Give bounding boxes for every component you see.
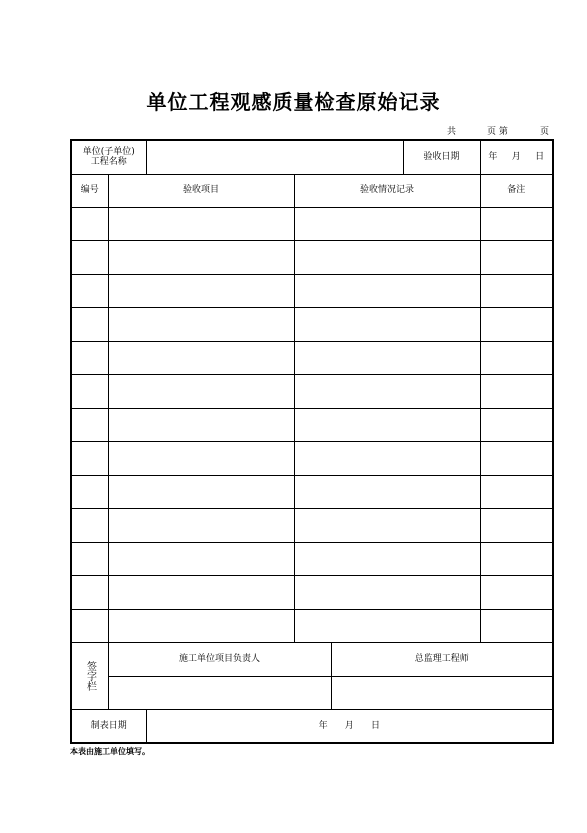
number-cell[interactable] <box>71 542 108 575</box>
record-cell[interactable] <box>294 341 480 374</box>
number-cell[interactable] <box>71 307 108 341</box>
chief-supervisor-signature-field[interactable] <box>331 676 553 709</box>
table-row <box>71 575 553 609</box>
record-cell[interactable] <box>294 307 480 341</box>
number-cell[interactable] <box>71 207 108 240</box>
remark-cell[interactable] <box>480 575 553 609</box>
remark-cell[interactable] <box>480 341 553 374</box>
record-cell[interactable] <box>294 408 480 441</box>
number-cell[interactable] <box>71 274 108 307</box>
remark-cell[interactable] <box>480 475 553 508</box>
item-cell[interactable] <box>108 207 294 240</box>
project-info-row <box>71 140 553 174</box>
table-row <box>71 508 553 542</box>
item-cell[interactable] <box>108 575 294 609</box>
record-cell[interactable] <box>294 274 480 307</box>
column-header-number: 编号 <box>71 174 108 207</box>
item-cell[interactable] <box>108 475 294 508</box>
record-cell[interactable] <box>294 207 480 240</box>
table-row <box>71 341 553 374</box>
prepared-date-field[interactable] <box>146 709 553 743</box>
signature-column-label: 签字栏 <box>84 660 96 691</box>
page-suffix-label: 页 <box>540 127 550 137</box>
remark-cell[interactable] <box>480 441 553 475</box>
item-cell[interactable] <box>108 508 294 542</box>
form-title: 单位工程观感质量检查原始记录 <box>146 90 441 114</box>
record-cell[interactable] <box>294 575 480 609</box>
table-row <box>71 274 553 307</box>
prepared-date-year: 年 <box>318 720 328 731</box>
number-cell[interactable] <box>71 475 108 508</box>
prepared-date-row <box>71 709 553 743</box>
item-cell[interactable] <box>108 341 294 374</box>
number-cell[interactable] <box>71 240 108 274</box>
table-row <box>71 542 553 575</box>
number-cell[interactable] <box>71 374 108 408</box>
inspection-date-field[interactable] <box>480 140 553 174</box>
table-row <box>71 408 553 441</box>
record-cell[interactable] <box>294 542 480 575</box>
number-cell[interactable] <box>71 508 108 542</box>
column-header-row <box>71 174 553 207</box>
remark-cell[interactable] <box>480 274 553 307</box>
table-row <box>71 207 553 240</box>
project-name-field[interactable] <box>146 140 403 174</box>
table-row <box>71 307 553 341</box>
column-header-remark: 备注 <box>480 174 553 207</box>
table-row <box>71 475 553 508</box>
record-cell[interactable] <box>294 441 480 475</box>
inspection-form-table <box>70 139 554 744</box>
record-cell[interactable] <box>294 240 480 274</box>
remark-cell[interactable] <box>480 240 553 274</box>
project-label-line2: 工程名称 <box>90 157 127 168</box>
column-header-item: 验收项目 <box>108 174 294 207</box>
number-cell[interactable] <box>71 408 108 441</box>
remark-cell[interactable] <box>480 207 553 240</box>
item-cell[interactable] <box>108 307 294 341</box>
remark-cell[interactable] <box>480 307 553 341</box>
page-total-label: 共 <box>447 127 457 137</box>
project-label-line1: 单位(子单位) <box>82 146 135 157</box>
contractor-manager-signature-field[interactable] <box>108 676 331 709</box>
remark-cell[interactable] <box>480 609 553 642</box>
item-cell[interactable] <box>108 441 294 475</box>
inspection-date-label: 验收日期 <box>403 140 480 174</box>
record-cell[interactable] <box>294 374 480 408</box>
remark-cell[interactable] <box>480 542 553 575</box>
signature-column-label-cell <box>71 642 108 709</box>
record-cell[interactable] <box>294 475 480 508</box>
prepared-date-month: 月 <box>344 720 354 731</box>
remark-cell[interactable] <box>480 508 553 542</box>
item-cell[interactable] <box>108 374 294 408</box>
item-cell[interactable] <box>108 240 294 274</box>
page-number-label: 页 第 <box>487 127 508 137</box>
prepared-date-label: 制表日期 <box>71 709 146 743</box>
item-cell[interactable] <box>108 609 294 642</box>
item-cell[interactable] <box>108 542 294 575</box>
prepared-date-day: 日 <box>370 720 380 731</box>
signature-field-row <box>71 676 553 709</box>
inspection-date-day: 日 <box>535 152 545 163</box>
form-footnote: 本表由施工单位填写。 <box>70 746 150 756</box>
contractor-manager-label: 施工单位项目负责人 <box>108 642 331 676</box>
table-row <box>71 441 553 475</box>
table-row <box>71 374 553 408</box>
signature-header-row <box>71 642 553 676</box>
number-cell[interactable] <box>71 609 108 642</box>
project-name-label-cell <box>71 140 146 174</box>
chief-supervisor-label: 总监理工程师 <box>331 642 553 676</box>
number-cell[interactable] <box>71 341 108 374</box>
record-cell[interactable] <box>294 609 480 642</box>
inspection-date-year: 年 <box>488 152 498 163</box>
column-header-record: 验收情况记录 <box>294 174 480 207</box>
table-row <box>71 240 553 274</box>
number-cell[interactable] <box>71 575 108 609</box>
record-cell[interactable] <box>294 508 480 542</box>
item-cell[interactable] <box>108 274 294 307</box>
remark-cell[interactable] <box>480 374 553 408</box>
table-row <box>71 609 553 642</box>
inspection-date-month: 月 <box>511 152 521 163</box>
item-cell[interactable] <box>108 408 294 441</box>
number-cell[interactable] <box>71 441 108 475</box>
remark-cell[interactable] <box>480 408 553 441</box>
